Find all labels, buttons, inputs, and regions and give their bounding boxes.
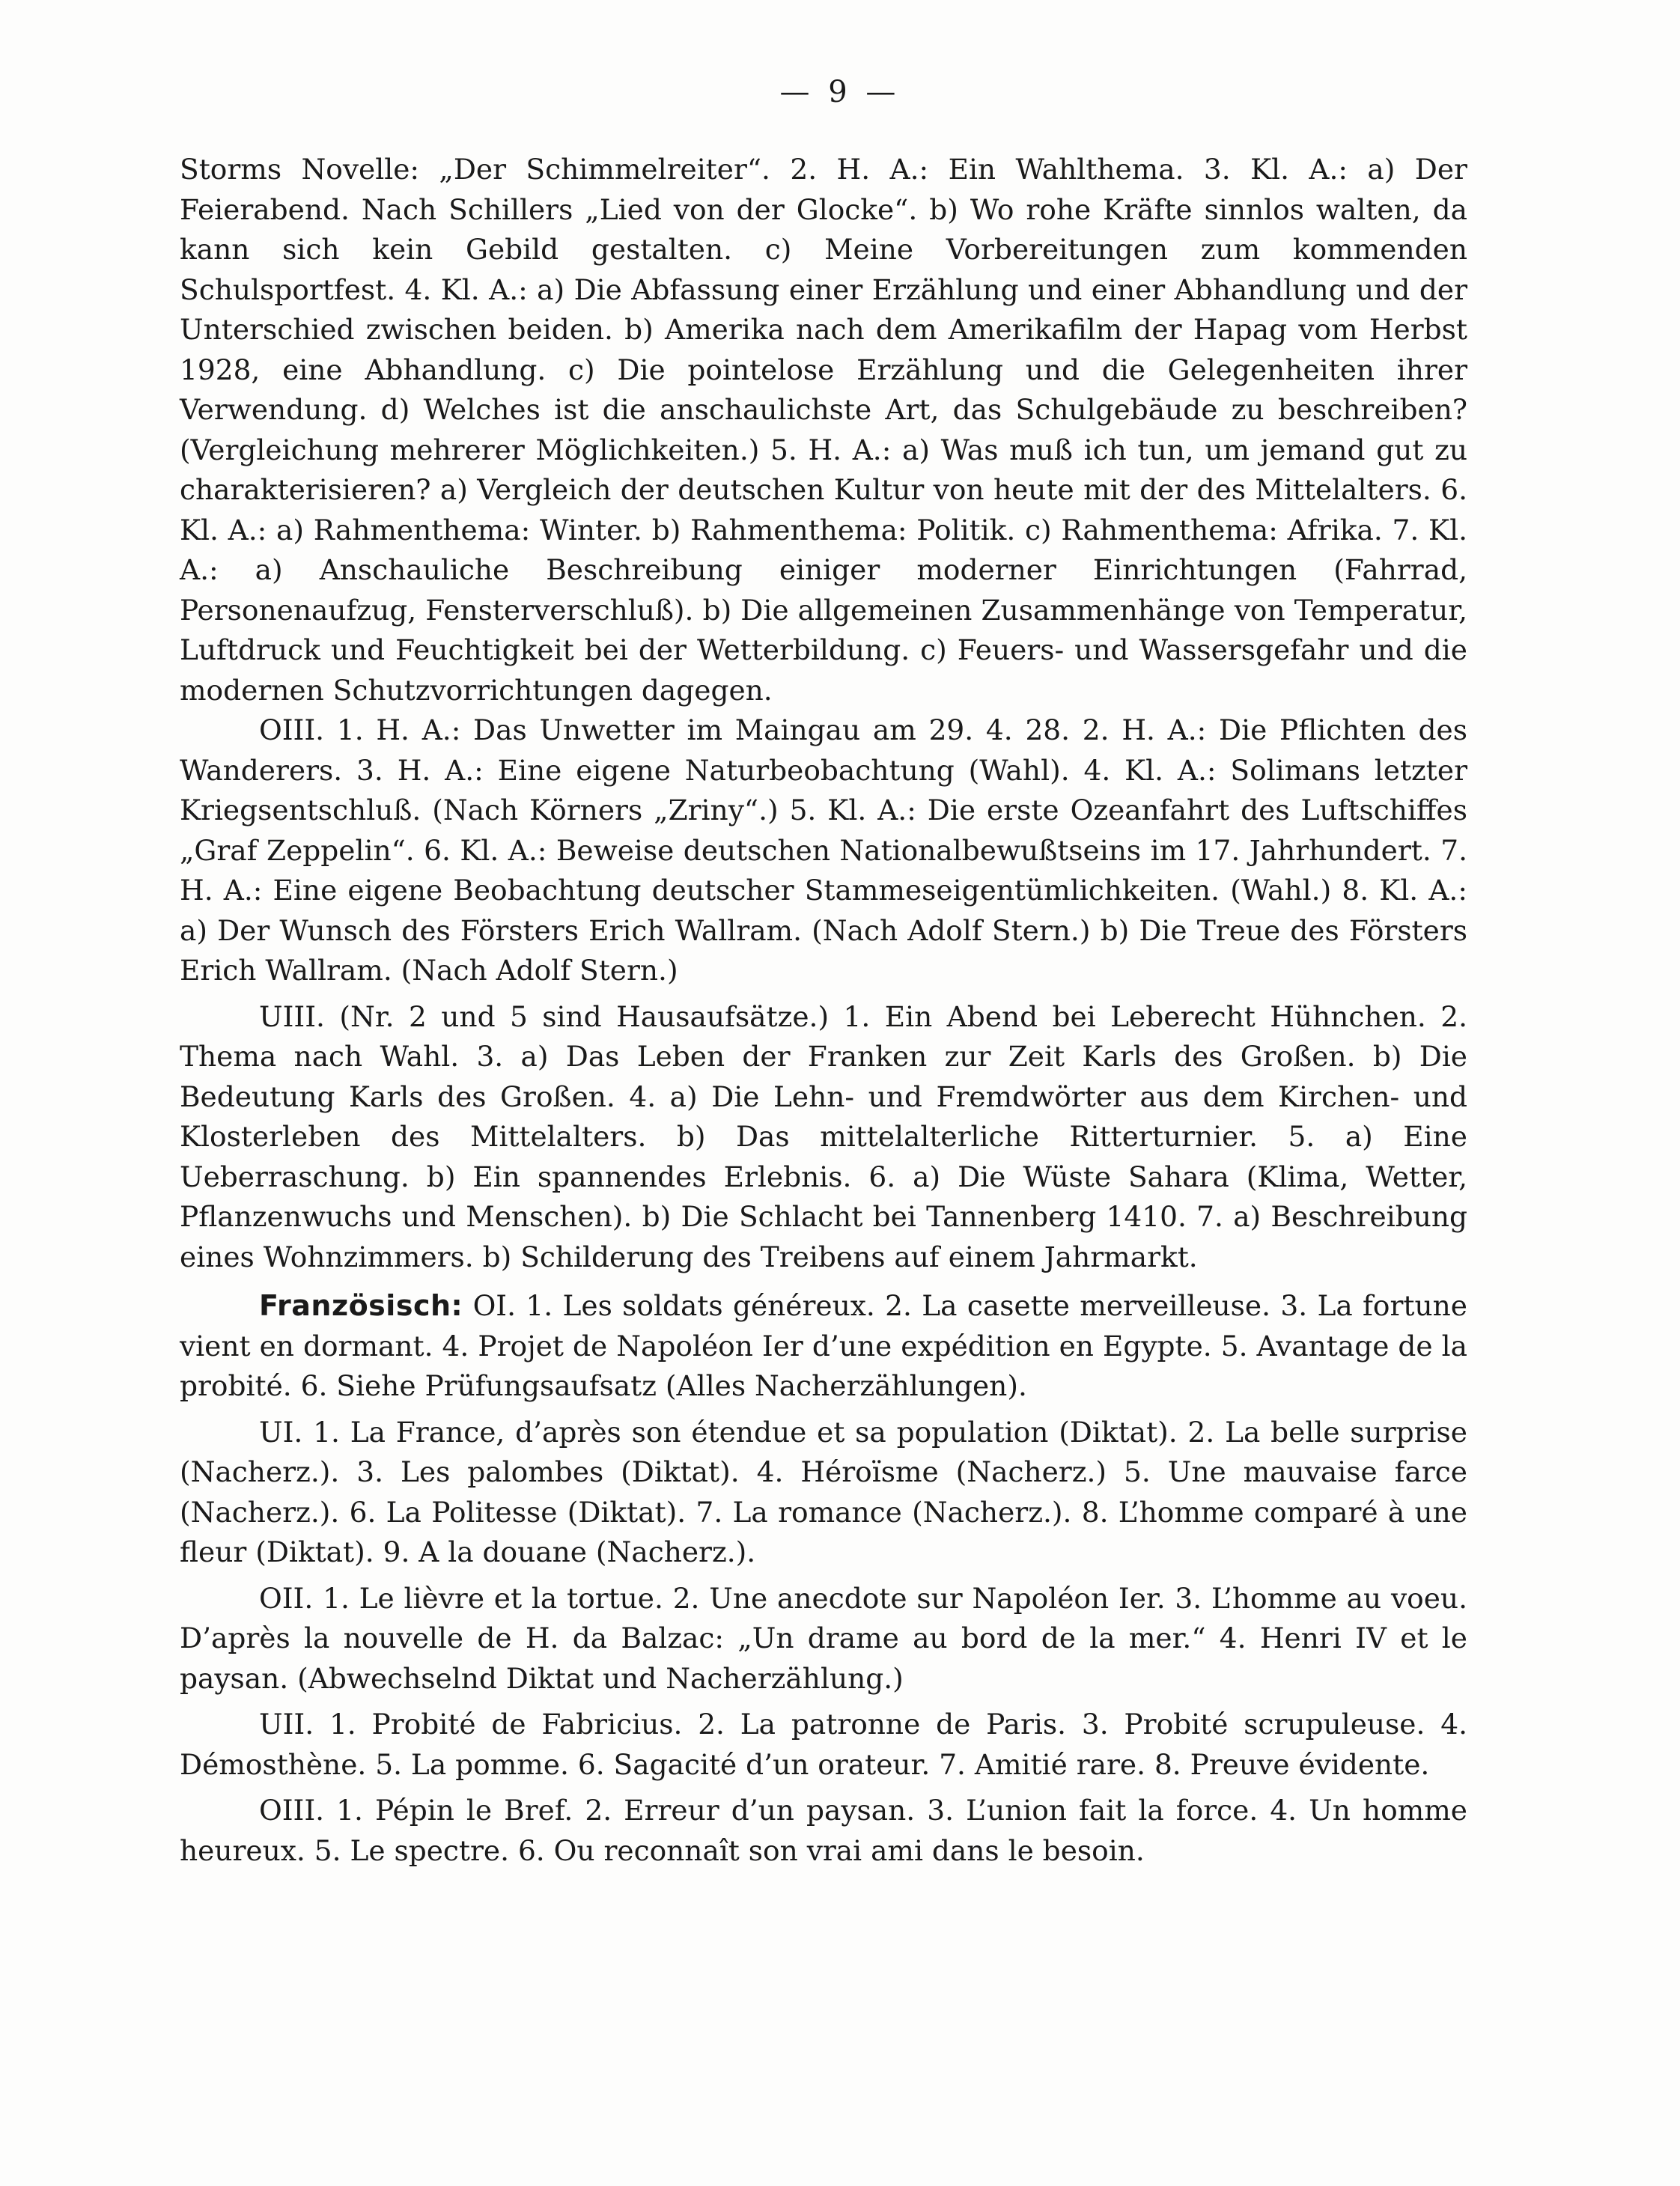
french-ui-paragraph: UI. 1. La France, d’après son étendue et sa population (Diktat). 2. La belle surprise (Nacherz.). 3. Les palombes (Diktat). 4. Héroïsme (Nacherz.) 5. Une mauvaise farce (Nacherz.). 6. La Politesse (Diktat). 7. La romance (Nacherz.). 8. L’homme comparé à une fleur (Diktat). 9. A la douane (Nacherz.). bbox=[180, 1415, 1467, 1568]
french-section-heading: Französisch: bbox=[259, 1289, 463, 1322]
french-oiii-paragraph: OIII. 1. Pépin le Bref. 2. Erreur d’un paysan. 3. L’union fait la force. 4. Un homme heureux. 5. Le spectre. 6. Ou reconnaît son vrai ami dans le besoin. bbox=[180, 1794, 1467, 1867]
german-continuation-paragraph: Storms Novelle: „Der Schimmelreiter“. 2. H. A.: Ein Wahlthema. 3. Kl. A.: a) Der Feierabend. Nach Schillers „Lied von der Glocke“. b) Wo rohe Kräfte sinnlos walten, da kann sich kein Gebild gestalten. c) Meine Vorbereitungen zum kommenden Schulsportfest. 4. Kl. A.: a) Die Abfassung einer Erzählung und einer Abhandlung und der Unterschied zwischen beiden. b) Amerika nach dem Amerikafilm der Hapag vom Herbst 1928, eine Abhandlung. c) Die pointelose Erzählung und die Gelegenheiten ihrer Verwendung. d) Welches ist die anschaulichste Art, das Schulgebäude zu beschreiben? (Vergleichung mehrerer Möglichkeiten.) 5. H. A.: a) Was muß ich tun, um jemand gut zu charakterisieren? a) Vergleich der deutschen Kultur von heute mit der des Mittelalters. 6. Kl. A.: a) Rahmenthema: Winter. b) Rahmenthema: Politik. c) Rahmenthema: Afrika. 7. Kl. A.: a) Anschauliche Beschreibung einiger moderner Einrichtungen (Fahrrad, Personenaufzug, Fensterverschluß). b) Die allgemeinen Zusammenhänge von Temperatur, Luftdruck und Feuchtigkeit bei der Wetterbildung. c) Feuers- und Wassersgefahr und die modernen Schutzvorrichtungen dagegen. bbox=[180, 153, 1467, 707]
german-oiii-paragraph: OIII. 1. H. A.: Das Unwetter im Maingau am 29. 4. 28. 2. H. A.: Die Pflichten des Wanderers. 3. H. A.: Eine eigene Naturbeobachtung (Wahl). 4. Kl. A.: Solimans letzter Kriegsentschluß. (Nach Körners „Zriny“.) 5. Kl. A.: Die erste Ozeanfahrt des Luftschiffes „Graf Zeppelin“. 6. Kl. A.: Beweise deutschen Nationalbewußtseins im 17. Jahrhundert. 7. H. A.: Eine eigene Beobachtung deutscher Stammeseigentümlichkeiten. (Wahl.) 8. Kl. A.: a) Der Wunsch des Försters Erich Wallram. (Nach Adolf Stern.) b) Die Treue des Försters Erich Wallram. (Nach Adolf Stern.) bbox=[180, 713, 1467, 987]
german-uiii-paragraph: UIII. (Nr. 2 und 5 sind Hausaufsätze.) 1. Ein Abend bei Leberecht Hühnchen. 2. Thema nach Wahl. 3. a) Das Leben der Franken zur Zeit Karls des Großen. b) Die Bedeutung Karls des Großen. 4. a) Die Lehn- und Fremdwörter aus dem Kirchen- und Klosterleben des Mittelalters. b) Das mittelalterliche Ritterturnier. 5. a) Eine Ueberraschung. b) Ein spannendes Erlebnis. 6. a) Die Wüste Sahara (Klima, Wetter, Pflanzenwuchs und Menschen). b) Die Schlacht bei Tannenberg 1410. 7. a) Beschreibung eines Wohnzimmers. b) Schilderung des Treibens auf einem Jahrmarkt. bbox=[180, 999, 1467, 1273]
french-oi-text: OI. 1. Les soldats généreux. 2. La casette merveilleuse. 3. La fortune vient en dormant. 4. Projet de Napoléon Ier d’une expédition en Egypte. 5. Avantage de la probité. 6. Siehe Prüfungsaufsatz (Alles Nacherzählungen). bbox=[180, 1289, 1467, 1402]
french-uii-paragraph: UII. 1. Probité de Fabricius. 2. La patronne de Paris. 3. Probité scrupuleuse. 4. Démosthène. 5. La pomme. 6. Sagacité d’un orateur. 7. Amitié rare. 8. Preuve évidente. bbox=[180, 1708, 1467, 1781]
french-oii-paragraph: OII. 1. Le lièvre et la tortue. 2. Une anecdote sur Napoléon Ier. 3. L’homme au voeu. D’après la nouvelle de H. da Balzac: „Un drame au bord de la mer.“ 4. Henri IV et le paysan. (Abwechselnd Diktat und Nacherzählung.) bbox=[180, 1581, 1467, 1695]
page-number: — 9 — bbox=[779, 75, 901, 109]
french-oi-paragraph bbox=[180, 1286, 1467, 1407]
body-text bbox=[180, 150, 1467, 1871]
